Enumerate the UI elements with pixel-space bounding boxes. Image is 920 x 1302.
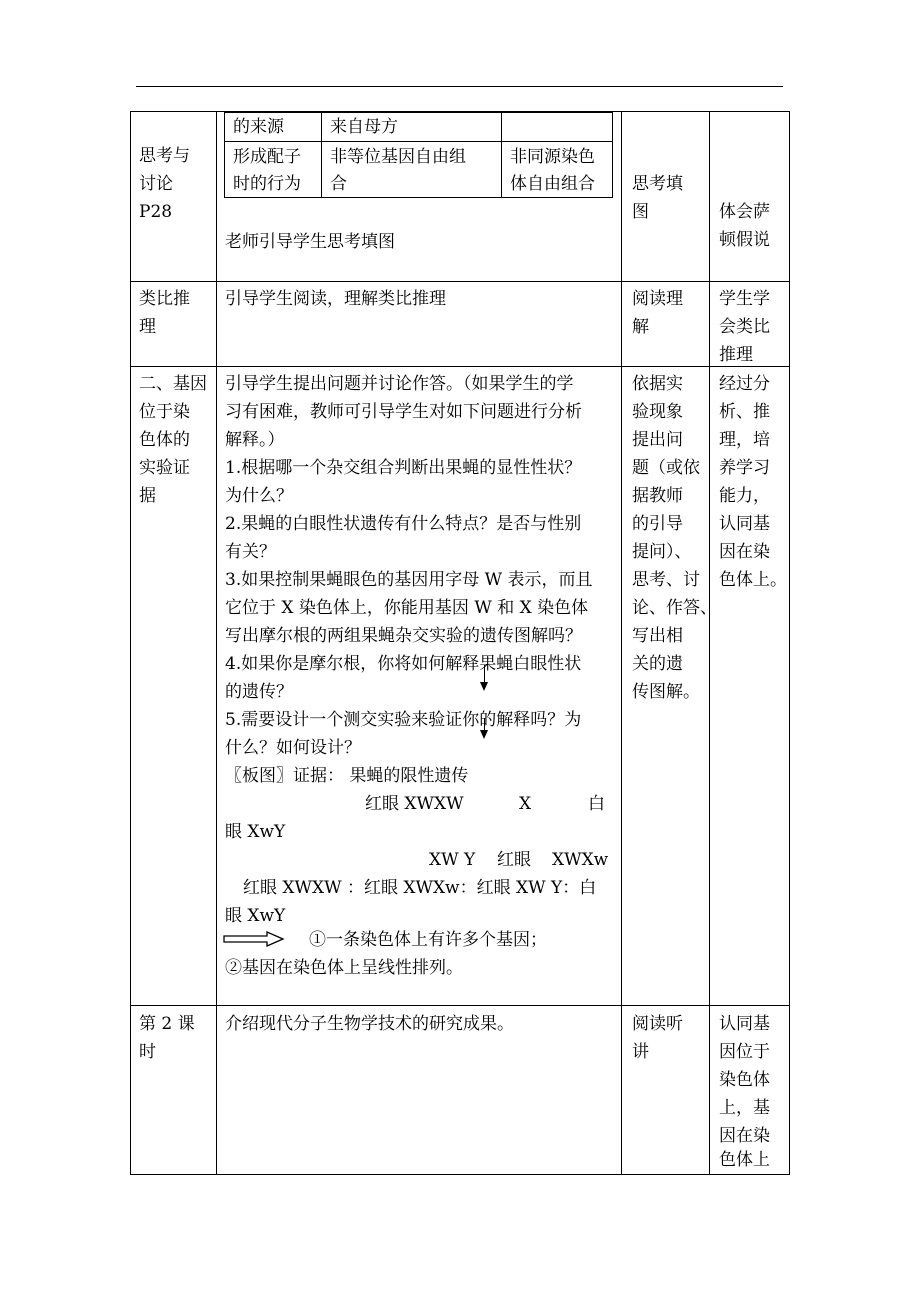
intro-line: 习有困难，教师可引导学生对如下问题进行分析 — [225, 402, 582, 422]
student-activity: 据教师 — [632, 486, 683, 506]
student-activity: 依据实 — [632, 374, 683, 394]
topic-cell: 讨论 — [139, 174, 173, 194]
student-activity: 讲 — [632, 1042, 649, 1062]
question-4: 4.如果你是摩尔根，你将如何解释果蝇白眼性状 — [225, 654, 582, 674]
inner-cell: 形成配子 — [233, 147, 301, 167]
topic-cell: 思考与 — [139, 146, 190, 166]
design-intent: 养学习 — [719, 458, 770, 478]
column-divider — [709, 111, 710, 1174]
f2-ratio: 红眼 XWXW ：红眼 XWXw：红眼 XW Y：白 — [243, 878, 597, 898]
conclusion-arrow-icon — [223, 931, 285, 947]
student-activity: 关的遗 — [632, 654, 683, 674]
question-1: 1.根据哪一个杂交组合判断出果蝇的显性性状？ — [225, 458, 582, 478]
topic-cell: 时 — [139, 1042, 156, 1062]
table-border-left — [130, 111, 131, 1174]
table-border-right — [789, 111, 790, 1174]
topic-cell: 实验证 — [139, 458, 190, 478]
student-activity: 题（或依 — [632, 458, 700, 478]
inner-col-divider — [321, 112, 322, 197]
teacher-activity: 老师引导学生思考填图 — [225, 232, 395, 252]
design-intent: 染色体 — [719, 1070, 770, 1090]
design-intent: 色体上。 — [719, 570, 787, 590]
inner-cell: 非等位基因自由组 — [330, 147, 466, 167]
inner-cell: 体自由组合 — [510, 174, 595, 194]
student-activity: 传图解。 — [632, 682, 700, 702]
design-intent: 顿假说 — [719, 230, 770, 250]
design-intent: 认同基 — [719, 1014, 770, 1034]
inner-col-divider — [501, 112, 502, 197]
design-intent: 推理 — [719, 345, 753, 365]
design-intent: 体会萨 — [719, 202, 770, 222]
student-activity: 验现象 — [632, 402, 683, 422]
down-arrow-icon — [480, 682, 488, 691]
question-1: 为什么？ — [225, 486, 293, 506]
cross-parent: 红眼 XWXW — [365, 794, 464, 814]
f2-ratio: 眼 XwY — [225, 906, 286, 926]
row-divider — [130, 1005, 790, 1006]
student-activity: 写出相 — [632, 626, 683, 646]
design-intent: 色体上 — [719, 1150, 770, 1170]
question-3: 它位于 X 染色体上，你能用基因 W 和 X 染色体 — [225, 598, 589, 618]
row-divider — [130, 281, 790, 282]
student-activity: 阅读理 — [632, 289, 683, 309]
topic-cell: 类比推 — [139, 289, 190, 309]
teacher-activity: 引导学生阅读，理解类比推理 — [225, 289, 446, 309]
inner-cell: 时的行为 — [233, 174, 301, 194]
cross-parent: 眼 XwY — [225, 822, 286, 842]
inner-cell: 合 — [330, 174, 347, 194]
topic-cell: 理 — [139, 317, 156, 337]
student-activity: 论、作答、 — [632, 598, 717, 618]
inner-cell: 来自母方 — [330, 117, 398, 137]
question-2: 有关？ — [225, 542, 276, 562]
cross-symbol: X — [519, 794, 532, 814]
topic-cell: P28 — [139, 202, 173, 222]
column-divider — [216, 111, 217, 1174]
topic-cell: 据 — [139, 486, 156, 506]
topic-cell: 第 2 课 — [139, 1014, 195, 1034]
student-activity: 解 — [632, 317, 649, 337]
student-activity: 图 — [632, 202, 649, 222]
intro-line: 解释。） — [225, 430, 285, 450]
cross-parent: 白 — [588, 794, 605, 814]
intro-line: 引导学生提出问题并讨论作答。（如果学生的学 — [225, 374, 574, 394]
design-intent: 理，培 — [719, 430, 770, 450]
inner-cell: 非同源染色 — [510, 147, 595, 167]
down-arrow-icon — [480, 730, 488, 739]
question-4: 的遗传？ — [225, 682, 293, 702]
design-intent: 因在染 — [719, 1126, 770, 1146]
student-activity: 提出问 — [632, 430, 683, 450]
inner-col-divider — [224, 112, 225, 197]
inner-col-divider — [612, 112, 613, 197]
design-intent: 析、推 — [719, 402, 770, 422]
header-rule — [136, 86, 783, 87]
student-activity: 阅读听 — [632, 1014, 683, 1034]
column-divider — [621, 111, 622, 1174]
student-activity: 思考、讨 — [632, 570, 700, 590]
table-border-bottom — [130, 1174, 790, 1175]
design-intent: 学生学 — [719, 289, 770, 309]
question-2: 2.果蝇的白眼性状遗传有什么特点？是否与性别 — [225, 514, 582, 534]
f1-genotype: 红眼 — [497, 850, 531, 870]
design-intent: 上，基 — [719, 1098, 770, 1118]
question-5: 5.需要设计一个测交实验来验证你的解释吗？为 — [225, 710, 582, 730]
f1-genotype: XW Y — [429, 850, 476, 870]
design-intent: 会类比 — [719, 317, 770, 337]
teacher-activity: 介绍现代分子生物学技术的研究成果。 — [225, 1014, 514, 1034]
student-activity: 提问）、 — [632, 542, 692, 562]
topic-cell: 二、基因 — [139, 374, 207, 394]
down-arrow-line — [484, 665, 485, 683]
topic-cell: 位于染 — [139, 402, 190, 422]
conclusion: ②基因在染色体上呈线性排列。 — [225, 958, 463, 978]
topic-cell: 色体的 — [139, 430, 190, 450]
f1-genotype: XWXw — [552, 850, 609, 870]
inner-row-divider — [224, 141, 613, 142]
conclusion: ①一条染色体上有许多个基因； — [309, 930, 547, 950]
design-intent: 认同基 — [719, 514, 770, 534]
design-intent: 能力， — [719, 486, 770, 506]
row-divider — [130, 366, 790, 367]
design-intent: 因位于 — [719, 1042, 770, 1062]
question-3: 3.如果控制果蝇眼色的基因用字母 W 表示，而且 — [225, 570, 593, 590]
question-3: 写出摩尔根的两组果蝇杂交实验的遗传图解吗？ — [225, 626, 582, 646]
student-activity: 思考填 — [632, 174, 683, 194]
board-title: 〖板图〗证据： 果蝇的限性遗传 — [225, 766, 469, 786]
student-activity: 的引导 — [632, 514, 683, 534]
question-5: 什么？如何设计？ — [225, 738, 361, 758]
design-intent: 因在染 — [719, 542, 770, 562]
inner-cell: 的来源 — [233, 117, 284, 137]
design-intent: 经过分 — [719, 374, 770, 394]
